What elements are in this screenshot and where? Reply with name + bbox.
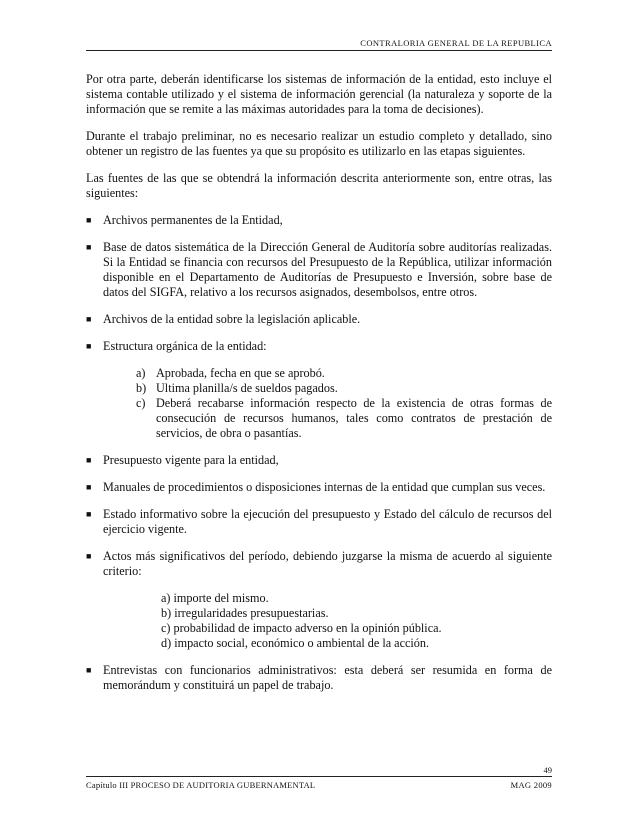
bullet-square-icon: ■: [86, 482, 92, 492]
criteria-sublist: [86, 591, 552, 651]
criteria-item: b) irregularidades presupuestarias.: [161, 606, 329, 620]
bullet-item: [86, 507, 552, 537]
sublist-label: a): [136, 366, 146, 380]
criteria-item: a) importe del mismo.: [161, 591, 269, 605]
bullet-item: [86, 663, 552, 693]
sublist-item: [136, 366, 552, 381]
bullet-item: [86, 312, 552, 327]
page-number: 49: [543, 765, 552, 775]
footer-edition: MAG 2009: [510, 780, 552, 790]
footer-chapter: Capítulo III PROCESO DE AUDITORIA GUBERNAMENTAL: [86, 780, 316, 790]
sublist-item: [136, 396, 552, 441]
bullet-square-icon: ■: [86, 242, 92, 252]
document-body: [86, 72, 552, 705]
bullet-item: [86, 213, 552, 228]
bullet-text: Presupuesto vigente para la entidad,: [103, 453, 279, 467]
bullet-item: [86, 339, 552, 354]
structure-sublist: [86, 366, 552, 441]
bullet-text: Base de datos sistemática de la Dirección General de Auditoría sobre auditorías realizadas. Si la Entidad se financia con recursos del Presupuesto de la República, utilizar información disponible en el Departamento de Auditorías de Presupuesto e Inversión, sobre base de datos del SIGFA, relativo a los recursos asignados, desembolsos, entre otros.: [103, 240, 552, 299]
sublist-text: Ultima planilla/s de sueldos pagados.: [156, 381, 338, 395]
sublist-text: Aprobada, fecha en que se aprobó.: [156, 366, 325, 380]
bullet-text: Actos más significativos del período, debiendo juzgarse la misma de acuerdo al siguiente criterio:: [103, 549, 552, 578]
bullet-text: Manuales de procedimientos o disposiciones internas de la entidad que cumplan sus veces.: [103, 480, 546, 494]
criteria-item: c) probabilidad de impacto adverso en la opinión pública.: [161, 621, 442, 635]
bullet-square-icon: ■: [86, 455, 92, 465]
criteria-item: d) impacto social, económico o ambiental de la acción.: [161, 636, 430, 650]
paragraph-systems: Por otra parte, deberán identificarse los sistemas de información de la entidad, esto incluye el sistema contable utilizado y el sistema de información gerencial (la naturaleza y soporte de la información que se remite a las máximas autoridades para la toma de decisiones).: [86, 72, 552, 116]
paragraph-preliminary: Durante el trabajo preliminar, no es necesario realizar un estudio completo y detallado, sino obtener un registro de las fuentes ya que su propósito es utilizarlo en las etapas siguientes.: [86, 129, 552, 158]
bullet-text: Entrevistas con funcionarios administrativos: esta deberá ser resumida en forma de memorándum y constituirá un papel de trabajo.: [103, 663, 552, 692]
bullet-text: Estado informativo sobre la ejecución del presupuesto y Estado del cálculo de recursos del ejercicio vigente.: [103, 507, 552, 536]
sublist-label: c): [136, 396, 146, 410]
bullet-square-icon: ■: [86, 665, 92, 675]
footer-divider: [86, 776, 552, 777]
bullet-square-icon: ■: [86, 341, 92, 351]
bullet-square-icon: ■: [86, 215, 92, 225]
bullet-square-icon: ■: [86, 314, 92, 324]
bullet-item: [86, 240, 552, 300]
bullet-square-icon: ■: [86, 509, 92, 519]
sublist-text: Deberá recabarse información respecto de la existencia de otras formas de consecución de recursos humanos, tales como contratos de prestación de servicios, de obra o pasantías.: [156, 396, 552, 440]
bullet-item: [86, 549, 552, 579]
bullet-square-icon: ■: [86, 551, 92, 561]
header-divider: [86, 50, 552, 51]
bullet-text: Archivos de la entidad sobre la legislación aplicable.: [103, 312, 361, 326]
paragraph-sources-intro: Las fuentes de las que se obtendrá la información descrita anteriormente son, entre otras, las siguientes:: [86, 171, 552, 200]
bullet-text: Estructura orgánica de la entidad:: [103, 339, 267, 353]
bullet-item: [86, 453, 552, 468]
bullet-text: Archivos permanentes de la Entidad,: [103, 213, 283, 227]
sublist-item: [136, 381, 552, 396]
sublist-label: b): [136, 381, 147, 395]
bullet-item: [86, 480, 552, 495]
page-header-org: CONTRALORIA GENERAL DE LA REPUBLICA: [360, 38, 552, 48]
